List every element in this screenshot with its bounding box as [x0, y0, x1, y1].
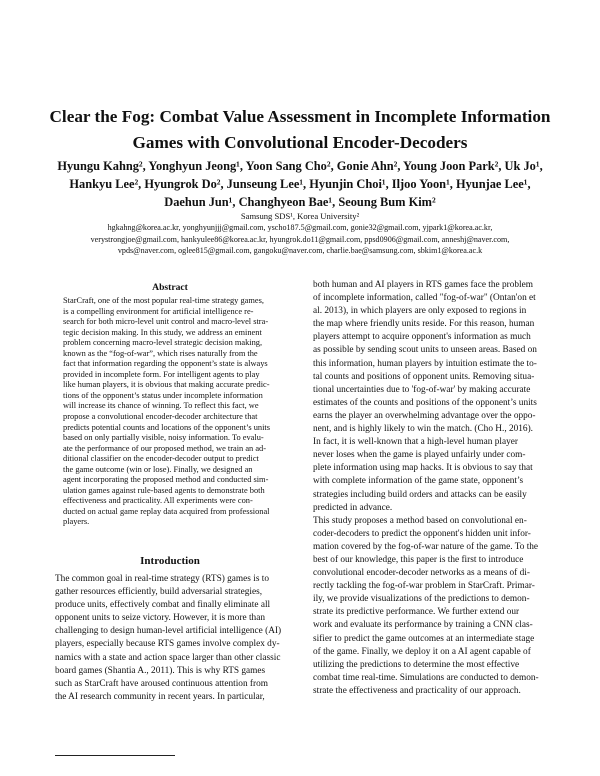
- abstract-line: effectiveness and practicality. All experiments were con-: [63, 496, 253, 506]
- body-line: predicted in advance.: [313, 502, 393, 513]
- intro-line: board games (Shantia A., 2011). This is why RTS games: [55, 665, 266, 676]
- body-line: strate the effectiveness and practicality of our approach.: [313, 685, 521, 696]
- body-line: the map where friendly units reside. For this reason, human: [313, 319, 535, 330]
- abstract-line: the game outcome (win or lose). Finally, we designed an: [63, 464, 253, 474]
- abstract-line: ate the performance of our proposed method, we train an ad-: [63, 443, 267, 453]
- abstract-line: ulation games against rule-based agents to demonstrate both: [63, 485, 265, 495]
- body-line: strate its predictive performance. We further extend our: [313, 607, 520, 618]
- footnote-divider: [55, 755, 175, 756]
- author-line: Hyungu Kahng², Yonghyun Jeong¹, Yoon Sang Cho², Gonie Ahn², Young Joon Park², Uk Jo¹,: [57, 159, 543, 173]
- author-line: Daehun Jun¹, Changhyeon Bae¹, Seoung Bum Kim²: [164, 195, 436, 209]
- abstract-line: predicts potential counts and locations of the opponent’s units: [63, 422, 271, 432]
- intro-line: the AI research community in recent years. In particular,: [55, 691, 265, 702]
- body-line: utilizing the predictions to determine the most effective: [313, 659, 520, 670]
- body-line: players attempt to acquire opponent's information as much: [313, 332, 531, 343]
- body-line: best of our knowledge, this paper is the first to introduce: [313, 554, 524, 565]
- paper-title: [40, 104, 560, 156]
- email-line: verystrongjoe@gmail.com, hankyulee86@korea.ac.kr, hyungrok.do11@gmail.com, ppsd0906@gmail.com, anneshj@naver.com,: [90, 234, 510, 244]
- email-line: hgkahng@korea.ac.kr, yonghyunjjj@gmail.com, yscho187.5@gmail.com, gonie32@gmail.com, yjpark1@korea.ac.kr,: [107, 223, 493, 232]
- body-line: plete information using map hacks. It is obvious to say that: [313, 463, 533, 474]
- body-line: al. 2013), in which players are only exposed to regions in: [313, 306, 527, 317]
- intro-line: opponent units to seize victory. However, it is more than: [55, 613, 265, 624]
- body-line: of the game. Finally, we deploy it on a AI agent capable of: [313, 646, 531, 657]
- body-line: coder-decoders to predict the opponent's hidden unit infor-: [313, 528, 531, 539]
- body-line: tional uncertainties due to 'fog-of-war' by making accurate: [313, 384, 531, 395]
- body-line: as possible by sending scout units to unseen areas. Based on: [313, 345, 537, 356]
- abstract-body: [63, 296, 278, 528]
- title-line: Clear the Fog: Combat Value Assessment in Incomplete Information: [49, 107, 551, 126]
- intro-line: namics with a state and action space larger than other classic: [55, 652, 281, 663]
- abstract-line: like human players, it is obvious that making accurate predic-: [63, 380, 270, 390]
- email-line: vpds@naver.com, oglee815@gmail.com, gangoku@naver.com, charlie.bae@samsung.com, sbkim1@korea.ac.k: [117, 246, 483, 255]
- abstract-line: ditional classifier on the encoder-decoder output to predict: [63, 454, 259, 464]
- author-list: [40, 157, 560, 211]
- body-line: In fact, it is well-known that a high-level human player: [313, 437, 518, 448]
- body-line: ily, we provide visualizations of the predictions to demon-: [313, 594, 530, 605]
- body-line: earns the player an overwhelming advantage over the oppo-: [313, 410, 536, 421]
- affiliation: Samsung SDS¹, Korea University²: [240, 211, 360, 221]
- body-line: rectly tackling the fog-of-war problem in StarCraft. Primar-: [313, 581, 535, 592]
- abstract-line: propose a convolutional encoder-decoder architecture that: [63, 412, 258, 422]
- body-line: estimates of the counts and positions of the opponent’s units: [313, 397, 537, 408]
- abstract-line: StarCraft, one of the most popular real-time strategy games,: [63, 296, 264, 305]
- introduction-heading: Introduction: [140, 555, 200, 567]
- email-list: [40, 222, 560, 257]
- author-line: Hankyu Lee², Hyungrok Do², Junseung Lee¹, Hyunjin Choi¹, Iljoo Yoon¹, Hyunjae Lee¹,: [69, 177, 531, 191]
- body-line: with complete information of the game state, opponent’s: [313, 476, 524, 487]
- abstract-line: problem concerning macro-level strategic decision making,: [63, 338, 263, 348]
- body-line: never loses when the game is played unfairly under com-: [313, 450, 526, 461]
- right-column-body: [313, 279, 553, 698]
- introduction-body: [55, 573, 290, 704]
- abstract-heading: Abstract: [152, 282, 188, 293]
- abstract-line: known as the “fog-of-war”, which rises naturally from the: [63, 348, 258, 358]
- body-line: this information, human players by intuition estimate the to-: [313, 358, 537, 369]
- body-line: combat time real-time. Simulations are conducted to demon-: [313, 672, 539, 683]
- body-line: strategies including build orders and attacks can be easily: [313, 489, 527, 500]
- body-line: tal counts and positions of opponent units. Removing situa-: [313, 371, 535, 382]
- body-line: This study proposes a method based on convolutional en-: [313, 515, 527, 526]
- abstract-line: provided in incomplete form. For intelligent agents to play: [63, 369, 260, 379]
- abstract-line: search for both micro-level unit control and macro-level stra-: [63, 317, 269, 327]
- body-line: convolutional encoder-decoder networks as a means of di-: [313, 568, 530, 579]
- body-line: of incomplete information, called "fog-of-war" (Ontan'on et: [313, 293, 536, 304]
- abstract-line: tions of the opponent’s status under incomplete information: [63, 390, 263, 400]
- intro-line: produce units, effectively combat and finally eliminate all: [55, 600, 271, 611]
- body-line: both human and AI players in RTS games face the problem: [313, 280, 533, 290]
- body-line: work and evaluate its performance by training a CNN clas-: [313, 620, 533, 631]
- abstract-line: tegic decision making. In this study, we address an eminent: [63, 327, 262, 337]
- abstract-line: ducted on actual game replay data acquired from professional: [63, 506, 270, 516]
- abstract-line: will increase its chance of winning. To reflect this fact, we: [63, 401, 259, 411]
- intro-line: The common goal in real-time strategy (RTS) games is to: [55, 574, 269, 584]
- abstract-line: players.: [63, 517, 90, 527]
- abstract-line: based on only partially visible, noisy information. To evalu-: [63, 433, 264, 443]
- abstract-line: fact that information regarding the opponent’s state is always: [63, 359, 268, 369]
- body-line: sifier to predict the game outcomes at an intermediate stage: [313, 633, 535, 644]
- body-line: nent, and is highly likely to win the match. (Cho H., 2016).: [313, 424, 533, 435]
- title-line: Games with Convolutional Encoder-Decoders: [132, 133, 468, 152]
- abstract-line: agent incorporating the proposed method and conducted sim-: [63, 475, 269, 485]
- body-line: mation covered by the fog-of-war nature of the game. To the: [313, 541, 539, 552]
- intro-line: players, especially because RTS games involve complex dy-: [55, 639, 280, 650]
- abstract-line: is a compelling environment for artificial intelligence re-: [63, 306, 254, 316]
- intro-line: challenging to design human-level artificial intelligence (AI): [55, 626, 282, 637]
- intro-line: such as StarCraft have aroused continuous attention from: [55, 678, 268, 689]
- intro-line: gather resources efficiently, build adversarial strategies,: [55, 587, 263, 598]
